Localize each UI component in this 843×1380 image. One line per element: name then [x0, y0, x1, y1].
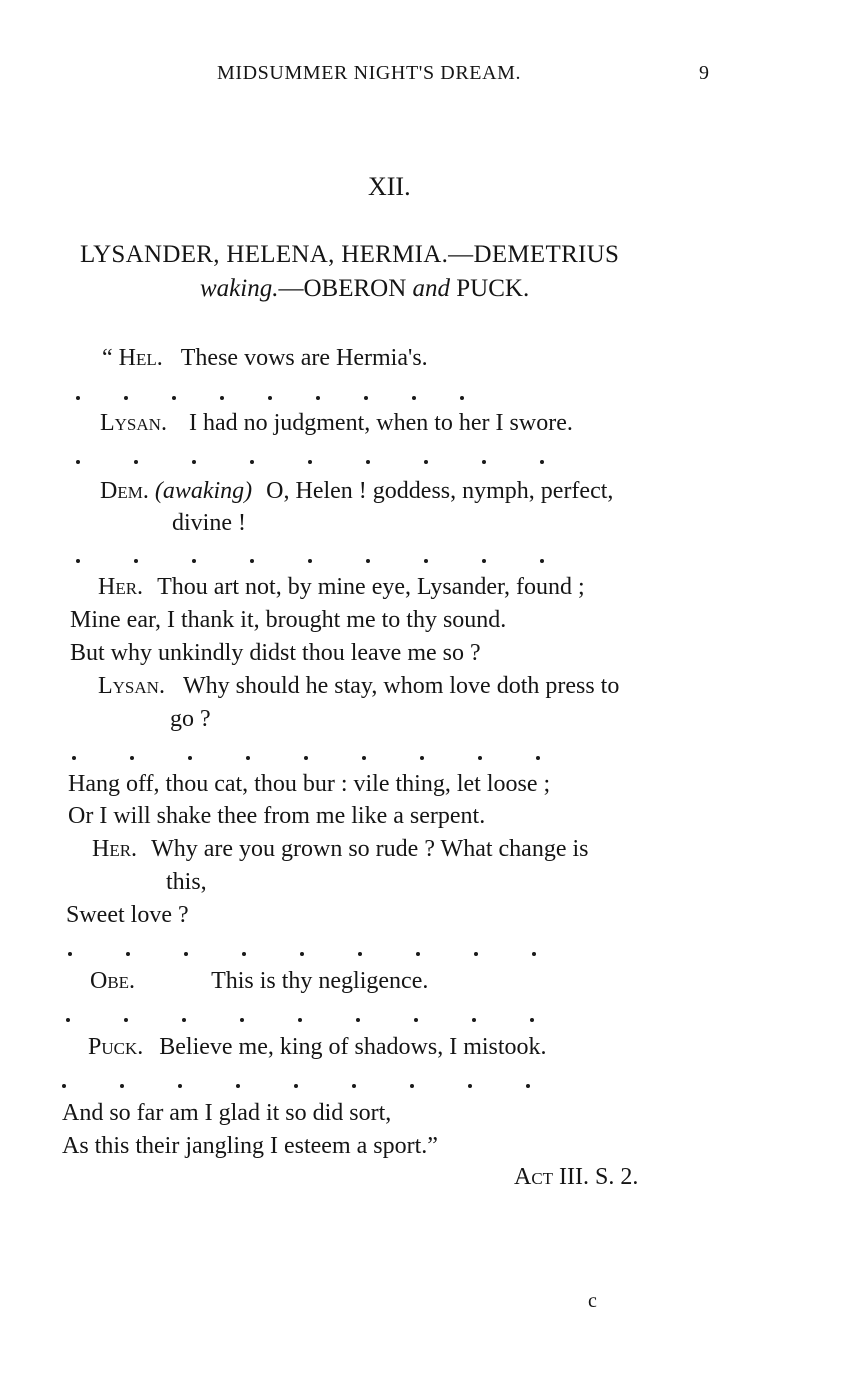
speech-text: O, Helen ! goddess, nymph, perfect, [266, 478, 614, 504]
verse-line: Sweet love ? [66, 902, 189, 928]
ellipsis-dot [366, 559, 370, 563]
speech-lysan-1 [100, 408, 573, 438]
ellipsis-dot [532, 952, 536, 956]
ellipsis-dot [478, 756, 482, 760]
ellipsis-dot [68, 952, 72, 956]
speech-text: Why should he stay, whom love doth press to [182, 673, 620, 699]
section-number: XII. [368, 172, 411, 201]
ellipsis-dot [76, 460, 80, 464]
title-oberon: —OBERON [278, 275, 407, 302]
ellipsis-dot [134, 559, 138, 563]
speech-her-1 [98, 572, 585, 602]
ellipsis-row [62, 1080, 542, 1092]
speaker-name: Her. [98, 574, 144, 600]
ellipsis-dot [420, 756, 424, 760]
ellipsis-dot [184, 952, 188, 956]
ellipsis-dot [526, 1084, 530, 1088]
section-title-line1: LYSANDER, HELENA, HERMIA.—DEMETRIUS [80, 241, 620, 268]
verse-line: Hang off, thou cat, thou bur : vile thing, let loose ; [68, 771, 551, 797]
speech-dem-continuation: divine ! [172, 510, 246, 536]
ellipsis-dot [250, 460, 254, 464]
verse-line: Or I will shake thee from me like a serpent. [68, 803, 486, 829]
ellipsis-dot [250, 559, 254, 563]
ellipsis-dot [364, 396, 368, 400]
verse-line: But why unkindly didst thou leave me so ? [70, 640, 481, 666]
speaker-name: Dem. [100, 478, 149, 504]
ellipsis-dot [246, 756, 250, 760]
ellipsis-row [66, 1014, 546, 1026]
ellipsis-dot [72, 756, 76, 760]
ellipsis-dot [242, 952, 246, 956]
ellipsis-dot [366, 460, 370, 464]
ellipsis-dot [300, 952, 304, 956]
ellipsis-dot [126, 952, 130, 956]
ellipsis-dot [134, 460, 138, 464]
speech-text: Why are you grown so rude ? What change is [151, 836, 589, 862]
ellipsis-dot [220, 396, 224, 400]
speech-text: These vows are Hermia's. [180, 345, 428, 371]
ellipsis-dot [304, 756, 308, 760]
verse-line: As this their jangling I esteem a sport.” [62, 1133, 438, 1159]
ellipsis-dot [540, 559, 544, 563]
running-title: MIDSUMMER NIGHT'S DREAM. [217, 62, 522, 84]
ellipsis-dot [536, 756, 540, 760]
ellipsis-dot [416, 952, 420, 956]
ellipsis-dot [414, 1018, 418, 1022]
speaker-name: Lysan. [100, 410, 167, 436]
stage-direction-waking: waking. [200, 275, 279, 302]
speech-lysan-2 [98, 671, 619, 701]
stage-direction: (awaking) [154, 478, 253, 504]
speech-obe [90, 966, 428, 996]
ellipsis-row [72, 752, 552, 764]
ellipsis-dot [172, 396, 176, 400]
ellipsis-dot [412, 396, 416, 400]
ellipsis-dot [76, 396, 80, 400]
ellipsis-dot [268, 396, 272, 400]
ellipsis-dot [530, 1018, 534, 1022]
speaker-name: “ Hel. [102, 345, 163, 371]
ellipsis-dot [308, 559, 312, 563]
speaker-name: Lysan. [98, 673, 165, 699]
ellipsis-dot [178, 1084, 182, 1088]
ellipsis-dot [540, 460, 544, 464]
ellipsis-dot [424, 460, 428, 464]
ellipsis-row [76, 392, 496, 404]
speech-hel [102, 343, 428, 373]
ellipsis-dot [192, 460, 196, 464]
ellipsis-dot [468, 1084, 472, 1088]
ellipsis-row [76, 555, 556, 567]
ellipsis-dot [192, 559, 196, 563]
page-number: 9 [699, 62, 710, 84]
speech-text: Believe me, king of shadows, I mistook. [159, 1034, 547, 1060]
speech-text: Thou art not, by mine eye, Lysander, found ; [157, 574, 585, 600]
ellipsis-dot [362, 756, 366, 760]
ellipsis-dot [410, 1084, 414, 1088]
speaker-name: Puck. [88, 1034, 144, 1060]
ellipsis-dot [188, 756, 192, 760]
ellipsis-dot [482, 559, 486, 563]
ellipsis-dot [298, 1018, 302, 1022]
ellipsis-dot [76, 559, 80, 563]
ellipsis-dot [460, 396, 464, 400]
speaker-name: Obe. [90, 968, 136, 994]
ellipsis-dot [124, 1018, 128, 1022]
ellipsis-dot [474, 952, 478, 956]
ellipsis-row [76, 456, 556, 468]
signature-mark: c [588, 1290, 597, 1312]
speech-her-2 [92, 834, 588, 864]
act-scene-citation: Act III. S. 2. [514, 1164, 639, 1190]
ellipsis-dot [62, 1084, 66, 1088]
ellipsis-dot [294, 1084, 298, 1088]
ellipsis-dot [424, 559, 428, 563]
ellipsis-dot [124, 396, 128, 400]
ellipsis-dot [482, 460, 486, 464]
ellipsis-dot [130, 756, 134, 760]
ellipsis-dot [356, 1018, 360, 1022]
ellipsis-dot [308, 460, 312, 464]
speaker-name: Her. [92, 836, 138, 862]
ellipsis-dot [352, 1084, 356, 1088]
speech-puck [88, 1032, 547, 1062]
speech-her-continuation: this, [166, 869, 207, 895]
speech-text: I had no judgment, when to her I swore. [188, 410, 573, 436]
speech-dem [100, 476, 613, 506]
ellipsis-dot [66, 1018, 70, 1022]
ellipsis-dot [316, 396, 320, 400]
title-puck: PUCK. [456, 275, 530, 302]
ellipsis-row [68, 948, 548, 960]
ellipsis-dot [240, 1018, 244, 1022]
section-title-line2 [200, 275, 529, 303]
ellipsis-dot [120, 1084, 124, 1088]
ellipsis-dot [182, 1018, 186, 1022]
verse-line: Mine ear, I thank it, brought me to thy sound. [70, 607, 507, 633]
ellipsis-dot [358, 952, 362, 956]
speech-lysan-continuation: go ? [170, 706, 211, 732]
verse-line: And so far am I glad it so did sort, [62, 1100, 392, 1126]
speech-text: This is thy negligence. [211, 968, 429, 994]
title-and: and [412, 275, 451, 302]
ellipsis-dot [472, 1018, 476, 1022]
ellipsis-dot [236, 1084, 240, 1088]
